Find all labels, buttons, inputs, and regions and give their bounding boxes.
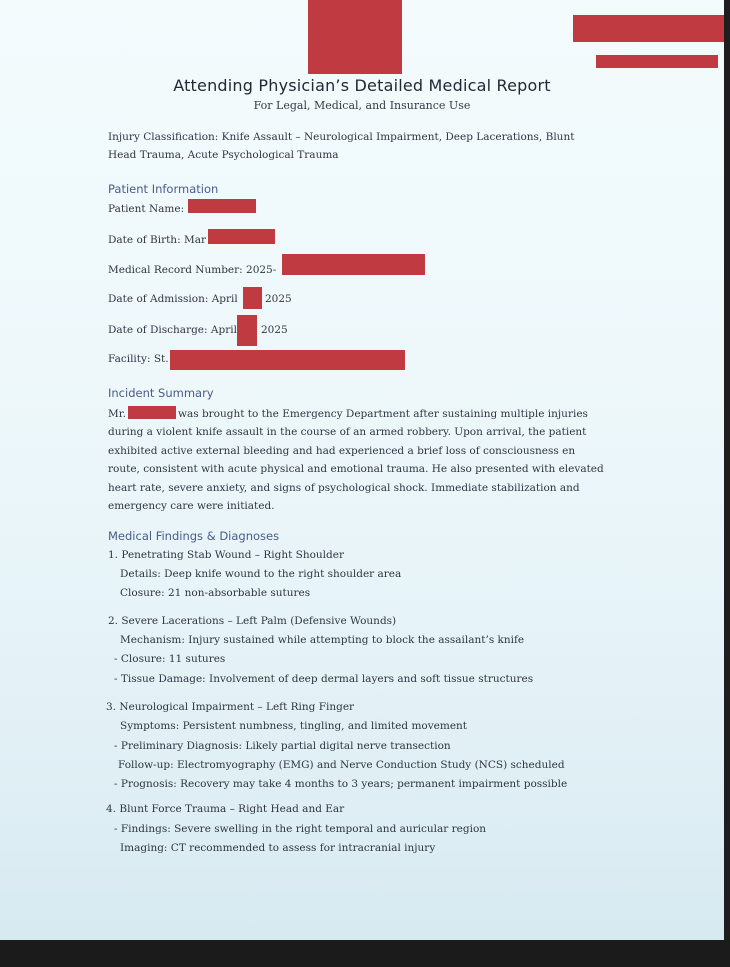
redaction-patient-surname (128, 406, 176, 419)
redaction-mrn (282, 254, 425, 275)
finding-3-follow-up: Follow-up: Electromyography (EMG) and Nerve Conduction Study (NCS) scheduled (118, 759, 565, 771)
finding-4-findings: - Findings: Severe swelling in the right temporal and auricular region (114, 823, 487, 835)
mrn-label: Medical Record Number: 2025- (108, 264, 277, 276)
screen-bottom-edge (0, 940, 730, 967)
finding-3-prognosis: - Prognosis: Recovery may take 4 months to 3 years; permanent impairment possible (114, 778, 568, 790)
injury-classification-line-1: Injury Classification: Knife Assault – Neurological Impairment, Deep Lacerations, Blunt (108, 131, 575, 143)
discharge-year: 2025 (261, 324, 288, 336)
finding-4-imaging: Imaging: CT recommended to assess for intracranial injury (120, 842, 436, 854)
incident-prefix: Mr. (108, 408, 126, 420)
redaction-admission-day (243, 287, 262, 309)
redaction-block-header-2 (596, 55, 718, 68)
incident-summary-paragraph (108, 405, 608, 515)
incident-summary-heading: Incident Summary (108, 386, 214, 400)
redaction-block-logo (308, 0, 402, 74)
facility-label: Facility: St. (108, 353, 169, 365)
finding-1-details: Details: Deep knife wound to the right shoulder area (120, 568, 402, 580)
incident-text: was brought to the Emergency Department after sustaining multiple injuries during a violent knife assault in the course of an armed robbery. Upon arrival, the patient exhibited active external bleeding and had experienced a brief loss of consciousness en route, consistent with acute physical and emotional trauma. He also presented with elevated heart rate, severe anxiety, and signs of psychological shock. Immediate stabilization and emergency care were initiated. (108, 408, 604, 513)
redaction-patient-name (188, 199, 256, 213)
admission-year: 2025 (265, 293, 292, 305)
finding-3-symptoms: Symptoms: Persistent numbness, tingling, and limited movement (120, 720, 468, 732)
finding-3-diagnosis: - Preliminary Diagnosis: Likely partial digital nerve transection (114, 740, 451, 752)
injury-classification-line-2: Head Trauma, Acute Psychological Trauma (108, 149, 339, 161)
report-title: Attending Physician’s Detailed Medical Report (173, 76, 551, 95)
finding-2-tissue-damage: - Tissue Damage: Involvement of deep dermal layers and soft tissue structures (114, 673, 534, 685)
redaction-discharge-day (237, 315, 257, 346)
redaction-dob (208, 229, 275, 244)
findings-heading: Medical Findings & Diagnoses (108, 529, 280, 543)
finding-1-closure: Closure: 21 non-absorbable sutures (120, 587, 311, 599)
finding-2-title: 2. Severe Lacerations – Left Palm (Defensive Wounds) (108, 615, 397, 627)
admission-label: Date of Admission: April (108, 293, 238, 305)
finding-3-title: 3. Neurological Impairment – Left Ring Finger (106, 701, 355, 713)
patient-name-label: Patient Name: (108, 203, 185, 215)
dob-label: Date of Birth: Mar (108, 234, 206, 246)
redaction-block-header-1 (573, 15, 724, 42)
finding-4-title: 4. Blunt Force Trauma – Right Head and Ear (106, 803, 345, 815)
finding-1-title: 1. Penetrating Stab Wound – Right Shoulder (108, 549, 344, 561)
redaction-facility (170, 350, 405, 370)
patient-info-heading: Patient Information (108, 182, 219, 196)
report-subtitle: For Legal, Medical, and Insurance Use (253, 99, 471, 112)
discharge-label: Date of Discharge: April (108, 324, 237, 336)
finding-2-mechanism: Mechanism: Injury sustained while attempting to block the assailant’s knife (120, 634, 525, 646)
finding-2-closure: - Closure: 11 sutures (114, 653, 226, 665)
